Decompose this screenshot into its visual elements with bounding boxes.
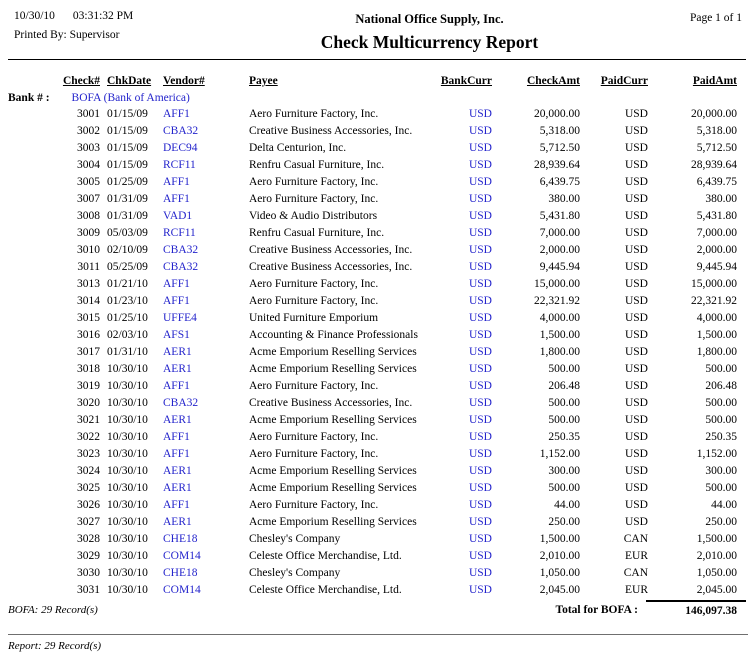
check-amount-cell: 250.35 (548, 430, 580, 443)
vendor-code-link[interactable]: CBA32 (163, 243, 199, 256)
bank-number-label: Bank # : (8, 91, 50, 104)
bank-currency-link[interactable]: USD (468, 498, 492, 511)
check-row (8, 479, 737, 496)
check-number-cell: 3013 (77, 277, 100, 290)
payee-cell: Acme Emporium Reselling Services (249, 481, 417, 494)
paid-amount-cell: 1,152.00 (696, 447, 737, 460)
page-title: Check Multicurrency Report (320, 32, 539, 52)
paid-currency-cell: EUR (625, 583, 648, 596)
check-date-cell: 10/30/10 (107, 515, 148, 528)
paid-amount-cell: 250.00 (705, 515, 737, 528)
check-date-cell: 01/15/09 (107, 107, 148, 120)
bank-currency-link[interactable]: USD (468, 226, 492, 239)
bank-currency-link[interactable]: USD (468, 328, 492, 341)
check-number-cell: 3025 (77, 481, 100, 494)
check-row (8, 428, 737, 445)
paid-currency-cell: USD (624, 260, 648, 273)
bank-currency-link[interactable]: USD (468, 515, 492, 528)
check-row (8, 360, 737, 377)
check-amount-cell: 4,000.00 (539, 311, 580, 324)
payee-cell: Aero Furniture Factory, Inc. (249, 277, 379, 290)
check-row (8, 411, 737, 428)
bank-currency-link[interactable]: USD (468, 124, 492, 137)
check-row (8, 190, 737, 207)
check-number-cell: 3004 (77, 158, 100, 171)
vendor-code-link[interactable]: CBA32 (163, 124, 199, 137)
col-header-payee: Payee (249, 75, 278, 87)
paid-currency-cell: USD (624, 311, 648, 324)
payee-cell: United Furniture Emporium (249, 311, 379, 324)
paid-currency-cell: USD (624, 379, 648, 392)
paid-currency-cell: USD (624, 515, 648, 528)
paid-currency-cell: USD (624, 277, 648, 290)
vendor-code-link[interactable]: AFF1 (163, 447, 190, 460)
vendor-code-link[interactable]: AFF1 (163, 277, 190, 290)
vendor-code-link[interactable]: AER1 (163, 362, 192, 375)
check-date-cell: 10/30/10 (107, 481, 148, 494)
check-number-cell: 3018 (77, 362, 100, 375)
paid-amount-cell: 15,000.00 (691, 277, 737, 290)
check-number-cell: 3002 (77, 124, 100, 137)
check-row (8, 275, 737, 292)
vendor-code-link[interactable]: UFFE4 (163, 311, 197, 324)
check-row (8, 292, 737, 309)
vendor-code-link[interactable]: COM14 (163, 549, 201, 562)
vendor-code-link[interactable]: AER1 (163, 464, 192, 477)
check-row (8, 139, 737, 156)
vendor-code-link[interactable]: AER1 (163, 481, 192, 494)
payee-cell: Video & Audio Distributors (249, 209, 378, 222)
paid-amount-cell: 500.00 (705, 413, 737, 426)
check-number-cell: 3019 (77, 379, 100, 392)
check-amount-cell: 1,152.00 (539, 447, 580, 460)
bank-group-footer (8, 600, 746, 617)
paid-currency-cell: EUR (625, 549, 648, 562)
bank-currency-link[interactable]: USD (468, 243, 492, 256)
paid-currency-cell: USD (624, 243, 648, 256)
bank-currency-link[interactable]: USD (468, 192, 492, 205)
bank-currency-link[interactable]: USD (468, 311, 492, 324)
vendor-code-link[interactable]: AER1 (163, 413, 192, 426)
check-number-cell: 3028 (77, 532, 100, 545)
check-number-cell: 3024 (77, 464, 100, 477)
payee-cell: Chesley's Company (249, 566, 341, 579)
payee-cell: Renfru Casual Furniture, Inc. (249, 226, 385, 239)
bank-currency-link[interactable]: USD (468, 413, 492, 426)
check-number-cell: 3021 (77, 413, 100, 426)
bank-total-amount: 146,097.38 (646, 600, 746, 617)
payee-cell: Acme Emporium Reselling Services (249, 345, 417, 358)
paid-amount-cell: 500.00 (705, 481, 737, 494)
paid-amount-cell: 500.00 (705, 362, 737, 375)
check-row (8, 258, 737, 275)
check-date-cell: 01/15/09 (107, 158, 148, 171)
col-header-paidcurr: PaidCurr (600, 75, 648, 87)
check-amount-cell: 380.00 (548, 192, 580, 205)
vendor-code-link[interactable]: AER1 (163, 345, 192, 358)
check-row (8, 547, 737, 564)
bank-currency-link[interactable]: USD (468, 447, 492, 460)
col-header-paidamt: PaidAmt (692, 75, 737, 87)
vendor-code-link[interactable]: AFS1 (163, 328, 190, 341)
bank-currency-link[interactable]: USD (468, 294, 492, 307)
check-amount-cell: 5,431.80 (539, 209, 580, 222)
check-amount-cell: 2,010.00 (539, 549, 580, 562)
report-header (8, 10, 746, 60)
check-row (8, 462, 737, 479)
check-date-cell: 10/30/10 (107, 464, 148, 477)
check-amount-cell: 1,050.00 (539, 566, 580, 579)
check-number-cell: 3023 (77, 447, 100, 460)
check-row (8, 513, 737, 530)
paid-currency-cell: USD (624, 107, 648, 120)
payee-cell: Acme Emporium Reselling Services (249, 413, 417, 426)
paid-currency-cell: USD (624, 362, 648, 375)
paid-currency-cell: USD (624, 481, 648, 494)
paid-amount-cell: 5,318.00 (696, 124, 737, 137)
paid-currency-cell: USD (624, 396, 648, 409)
bank-currency-link[interactable]: USD (468, 158, 492, 171)
check-row (8, 377, 737, 394)
check-date-cell: 01/25/09 (107, 175, 148, 188)
vendor-code-link[interactable]: CHE18 (163, 566, 198, 579)
check-number-cell: 3001 (77, 107, 100, 120)
vendor-code-link[interactable]: RCF11 (163, 158, 196, 171)
bank-total (555, 600, 746, 617)
vendor-code-link[interactable]: AFF1 (163, 430, 190, 443)
col-header-checkamt: CheckAmt (526, 75, 580, 87)
paid-amount-cell: 1,500.00 (696, 328, 737, 341)
bank-currency-link[interactable]: USD (468, 566, 492, 579)
header-left (8, 10, 223, 41)
paid-amount-cell: 2,000.00 (696, 243, 737, 256)
check-number-cell: 3020 (77, 396, 100, 409)
paid-amount-cell: 5,431.80 (696, 209, 737, 222)
paid-currency-cell: USD (624, 141, 648, 154)
column-header-row (8, 71, 737, 87)
bank-currency-link[interactable]: USD (468, 107, 492, 120)
check-number-cell: 3015 (77, 311, 100, 324)
check-date-cell: 10/30/10 (107, 549, 148, 562)
check-row (8, 530, 737, 547)
check-date-cell: 10/30/10 (107, 362, 148, 375)
print-date: 10/30/10 (14, 10, 55, 22)
check-amount-cell: 20,000.00 (534, 107, 580, 120)
check-date-cell: 10/30/10 (107, 447, 148, 460)
check-date-cell: 10/30/10 (107, 396, 148, 409)
payee-cell: Renfru Casual Furniture, Inc. (249, 158, 385, 171)
payee-cell: Accounting & Finance Professionals (249, 328, 418, 341)
check-date-cell: 10/30/10 (107, 413, 148, 426)
check-row (8, 241, 737, 258)
bank-group-row (8, 87, 737, 105)
vendor-code-link[interactable]: AFF1 (163, 175, 190, 188)
paid-currency-cell: USD (624, 226, 648, 239)
check-number-cell: 3008 (77, 209, 100, 222)
check-number-cell: 3017 (77, 345, 100, 358)
check-date-cell: 10/30/10 (107, 583, 148, 596)
check-amount-cell: 6,439.75 (539, 175, 580, 188)
payee-cell: Aero Furniture Factory, Inc. (249, 498, 379, 511)
payee-cell: Creative Business Accessories, Inc. (249, 396, 413, 409)
vendor-code-link[interactable]: AER1 (163, 515, 192, 528)
bank-currency-link[interactable]: USD (468, 362, 492, 375)
payee-cell: Delta Centurion, Inc. (249, 141, 347, 154)
paid-amount-cell: 1,500.00 (696, 532, 737, 545)
payee-cell: Creative Business Accessories, Inc. (249, 124, 413, 137)
check-number-cell: 3009 (77, 226, 100, 239)
vendor-code-link[interactable]: AFF1 (163, 294, 190, 307)
check-amount-cell: 2,045.00 (539, 583, 580, 596)
vendor-code-link[interactable]: CBA32 (163, 396, 199, 409)
paid-amount-cell: 206.48 (705, 379, 737, 392)
paid-amount-cell: 2,010.00 (696, 549, 737, 562)
check-amount-cell: 28,939.64 (534, 158, 580, 171)
check-row (8, 309, 737, 326)
check-date-cell: 10/30/10 (107, 566, 148, 579)
check-amount-cell: 250.00 (548, 515, 580, 528)
check-number-cell: 3003 (77, 141, 100, 154)
check-row (8, 156, 737, 173)
paid-currency-cell: USD (624, 158, 648, 171)
paid-currency-cell: USD (624, 345, 648, 358)
vendor-code-link[interactable]: AFF1 (163, 379, 190, 392)
check-row (8, 105, 737, 122)
check-number-cell: 3010 (77, 243, 100, 256)
check-row (8, 326, 737, 343)
check-number-cell: 3022 (77, 430, 100, 443)
check-number-cell: 3007 (77, 192, 100, 205)
bank-currency-link[interactable]: USD (468, 396, 492, 409)
check-amount-cell: 1,500.00 (539, 328, 580, 341)
check-date-cell: 05/03/09 (107, 226, 148, 239)
payee-cell: Celeste Office Merchandise, Ltd. (249, 583, 402, 596)
page-number: Page 1 of 1 (689, 12, 742, 24)
bank-currency-link[interactable]: USD (468, 141, 492, 154)
bank-currency-link[interactable]: USD (468, 379, 492, 392)
check-date-cell: 01/31/10 (107, 345, 148, 358)
check-row (8, 343, 737, 360)
payee-cell: Aero Furniture Factory, Inc. (249, 447, 379, 460)
check-number-cell: 3005 (77, 175, 100, 188)
check-row (8, 445, 737, 462)
check-amount-cell: 7,000.00 (539, 226, 580, 239)
check-amount-cell: 300.00 (548, 464, 580, 477)
paid-currency-cell: USD (624, 447, 648, 460)
paid-currency-cell: USD (624, 413, 648, 426)
header-center (223, 10, 636, 53)
check-date-cell: 02/03/10 (107, 328, 148, 341)
paid-amount-cell: 20,000.00 (691, 107, 737, 120)
vendor-code-link[interactable]: AFF1 (163, 498, 190, 511)
check-date-cell: 01/31/09 (107, 209, 148, 222)
check-number-cell: 3026 (77, 498, 100, 511)
payee-cell: Creative Business Accessories, Inc. (249, 260, 413, 273)
payee-cell: Acme Emporium Reselling Services (249, 362, 417, 375)
col-header-vendor: Vendor# (163, 75, 205, 87)
paid-amount-cell: 7,000.00 (696, 226, 737, 239)
check-date-cell: 01/31/09 (107, 192, 148, 205)
paid-amount-cell: 28,939.64 (691, 158, 737, 171)
paid-amount-cell: 22,321.92 (691, 294, 737, 307)
check-date-cell: 01/15/09 (107, 124, 148, 137)
vendor-code-link[interactable]: VAD1 (163, 209, 193, 222)
check-row (8, 224, 737, 241)
bank-currency-link[interactable]: USD (468, 583, 492, 596)
check-amount-cell: 22,321.92 (534, 294, 580, 307)
paid-currency-cell: USD (624, 209, 648, 222)
paid-currency-cell: USD (624, 464, 648, 477)
check-date-cell: 02/10/09 (107, 243, 148, 256)
check-number-cell: 3027 (77, 515, 100, 528)
printed-by: Printed By: Supervisor (14, 29, 120, 41)
check-amount-cell: 2,000.00 (539, 243, 580, 256)
col-header-bankcurr: BankCurr (440, 75, 492, 87)
check-date-cell: 01/21/10 (107, 277, 148, 290)
bank-currency-link[interactable]: USD (468, 209, 492, 222)
check-row (8, 122, 737, 139)
payee-cell: Chesley's Company (249, 532, 341, 545)
paid-currency-cell: USD (624, 294, 648, 307)
vendor-code-link[interactable]: RCF11 (163, 226, 196, 239)
bank-currency-link[interactable]: USD (468, 481, 492, 494)
check-amount-cell: 1,500.00 (539, 532, 580, 545)
check-number-cell: 3031 (77, 583, 100, 596)
vendor-code-link[interactable]: CHE18 (163, 532, 198, 545)
check-table (8, 71, 737, 598)
vendor-code-link[interactable]: CBA32 (163, 260, 199, 273)
payee-cell: Creative Business Accessories, Inc. (249, 243, 413, 256)
paid-amount-cell: 500.00 (705, 396, 737, 409)
payee-cell: Aero Furniture Factory, Inc. (249, 175, 379, 188)
check-date-cell: 10/30/10 (107, 379, 148, 392)
payee-cell: Acme Emporium Reselling Services (249, 464, 417, 477)
paid-currency-cell: USD (624, 124, 648, 137)
check-row (8, 173, 737, 190)
paid-amount-cell: 5,712.50 (696, 141, 737, 154)
vendor-code-link[interactable]: DEC94 (163, 141, 198, 154)
check-amount-cell: 500.00 (548, 413, 580, 426)
payee-cell: Aero Furniture Factory, Inc. (249, 192, 379, 205)
payee-cell: Aero Furniture Factory, Inc. (249, 294, 379, 307)
check-number-cell: 3011 (77, 260, 100, 273)
bank-currency-link[interactable]: USD (468, 549, 492, 562)
bank-currency-link[interactable]: USD (468, 277, 492, 290)
payee-cell: Aero Furniture Factory, Inc. (249, 430, 379, 443)
paid-amount-cell: 4,000.00 (696, 311, 737, 324)
check-row (8, 207, 737, 224)
report-record-count: Report: 29 Record(s) (8, 640, 102, 652)
check-amount-cell: 44.00 (554, 498, 580, 511)
paid-amount-cell: 250.35 (705, 430, 737, 443)
col-header-check: Check# (62, 75, 100, 87)
paid-amount-cell: 380.00 (705, 192, 737, 205)
paid-currency-cell: USD (624, 498, 648, 511)
paid-currency-cell: USD (624, 175, 648, 188)
check-amount-cell: 500.00 (548, 362, 580, 375)
paid-currency-cell: CAN (623, 532, 648, 545)
paid-currency-cell: USD (624, 430, 648, 443)
check-number-cell: 3029 (77, 549, 100, 562)
paid-amount-cell: 300.00 (705, 464, 737, 477)
check-number-cell: 3030 (77, 566, 100, 579)
check-amount-cell: 15,000.00 (534, 277, 580, 290)
paid-amount-cell: 2,045.00 (696, 583, 737, 596)
bank-currency-link[interactable]: USD (468, 345, 492, 358)
vendor-code-link[interactable]: COM14 (163, 583, 201, 596)
check-date-cell: 10/30/10 (107, 498, 148, 511)
check-amount-cell: 5,712.50 (539, 141, 580, 154)
check-amount-cell: 9,445.94 (539, 260, 580, 273)
check-number-cell: 3016 (77, 328, 100, 341)
paid-currency-cell: USD (624, 328, 648, 341)
bank-currency-link[interactable]: USD (468, 430, 492, 443)
paid-amount-cell: 6,439.75 (696, 175, 737, 188)
report-footer-divider (8, 634, 748, 635)
check-date-cell: 10/30/10 (107, 430, 148, 443)
check-date-cell: 05/25/09 (107, 260, 148, 273)
company-name: National Office Supply, Inc. (355, 12, 504, 26)
check-amount-cell: 1,800.00 (539, 345, 580, 358)
vendor-code-link[interactable]: AFF1 (163, 192, 190, 205)
paid-amount-cell: 1,050.00 (696, 566, 737, 579)
check-date-cell: 10/30/10 (107, 532, 148, 545)
paid-currency-cell: USD (624, 192, 648, 205)
vendor-code-link[interactable]: AFF1 (163, 107, 190, 120)
payee-cell: Aero Furniture Factory, Inc. (249, 107, 379, 120)
payee-cell: Acme Emporium Reselling Services (249, 515, 417, 528)
print-time: 03:31:32 PM (72, 10, 134, 22)
paid-amount-cell: 9,445.94 (696, 260, 737, 273)
check-amount-cell: 5,318.00 (539, 124, 580, 137)
check-row (8, 394, 737, 411)
check-date-cell: 01/23/10 (107, 294, 148, 307)
payee-cell: Celeste Office Merchandise, Ltd. (249, 549, 402, 562)
check-date-cell: 01/25/10 (107, 311, 148, 324)
bank-record-count: BOFA: 29 Record(s) (8, 604, 98, 616)
paid-amount-cell: 1,800.00 (696, 345, 737, 358)
payee-cell: Aero Furniture Factory, Inc. (249, 379, 379, 392)
bank-currency-link[interactable]: USD (468, 175, 492, 188)
check-number-cell: 3014 (77, 294, 100, 307)
bank-total-label: Total for BOFA : (555, 604, 638, 616)
col-header-chkdate: ChkDate (107, 75, 152, 87)
check-row (8, 496, 737, 513)
bank-currency-link[interactable]: USD (468, 464, 492, 477)
paid-amount-cell: 44.00 (711, 498, 737, 511)
check-row (8, 581, 737, 598)
bank-currency-link[interactable]: USD (468, 532, 492, 545)
check-row (8, 564, 737, 581)
paid-currency-cell: CAN (623, 566, 648, 579)
check-date-cell: 01/15/09 (107, 141, 148, 154)
bank-code-link[interactable]: BOFA (Bank of America) (71, 91, 190, 104)
check-amount-cell: 500.00 (548, 396, 580, 409)
bank-currency-link[interactable]: USD (468, 260, 492, 273)
check-amount-cell: 206.48 (548, 379, 580, 392)
check-amount-cell: 500.00 (548, 481, 580, 494)
